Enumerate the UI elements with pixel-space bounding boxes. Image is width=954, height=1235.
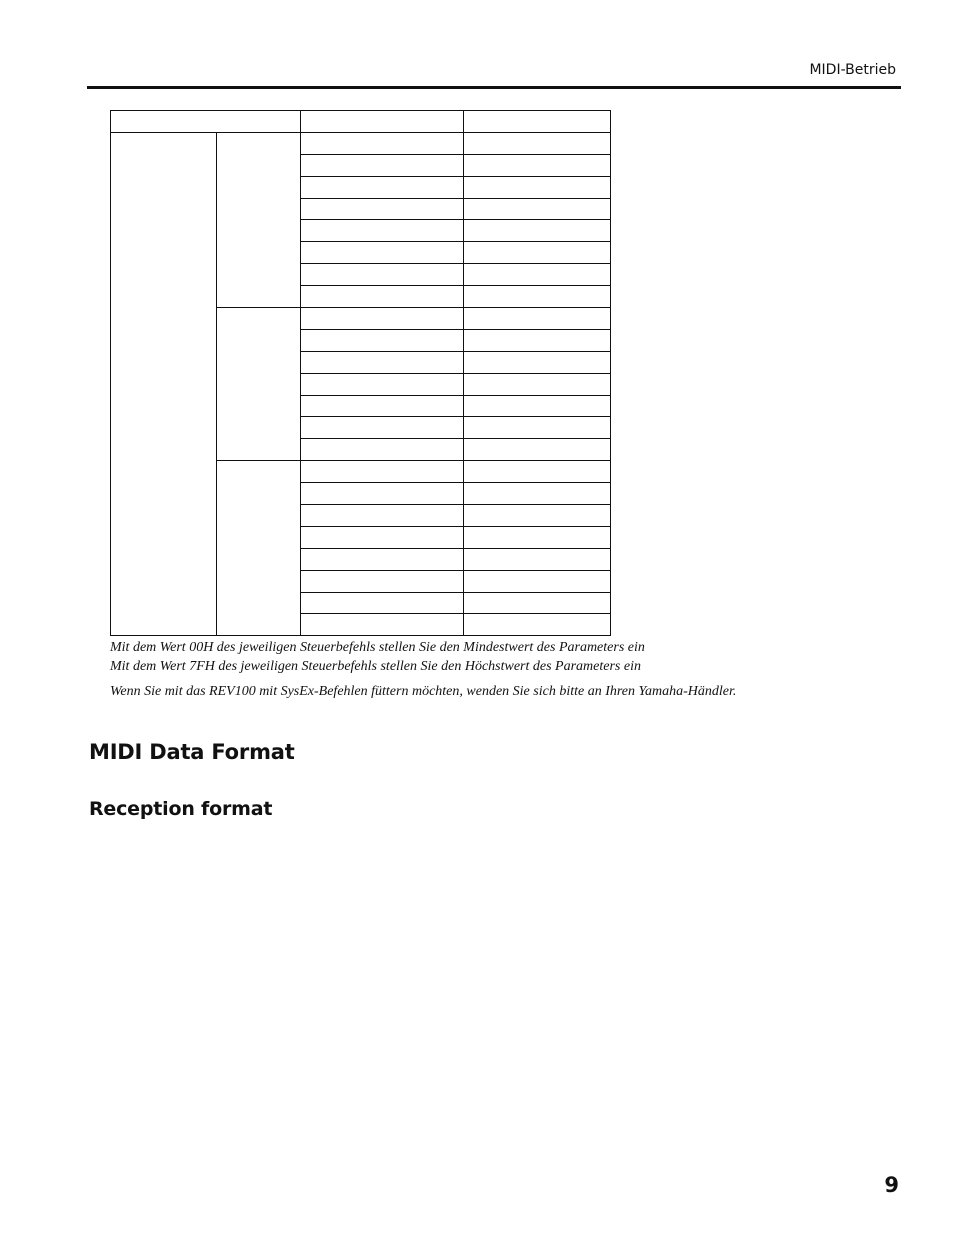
note-sysex: Wenn Sie mit das REV100 mit SysEx-Befehlen füttern möchten, wenden Sie sich bitte an Ihren Yamaha-Händler. <box>110 684 737 699</box>
table-cell <box>464 592 611 614</box>
table-cell <box>464 264 611 286</box>
header-rule <box>87 86 901 89</box>
table-cell <box>464 132 611 154</box>
table-cell <box>464 548 611 570</box>
table-cell <box>464 176 611 198</box>
table-cell <box>301 505 464 527</box>
table-cell <box>464 417 611 439</box>
table-header-cell <box>464 111 611 133</box>
table-cell <box>301 264 464 286</box>
table-cell <box>464 614 611 636</box>
parameter-table <box>110 110 611 636</box>
table-cell <box>464 198 611 220</box>
table-notes <box>110 638 890 701</box>
table-cell <box>301 373 464 395</box>
table-cell <box>464 220 611 242</box>
table-cell <box>301 461 464 483</box>
table-cell <box>301 395 464 417</box>
table-cell <box>464 308 611 330</box>
table-row <box>111 132 611 154</box>
table-cell <box>301 439 464 461</box>
section-heading: MIDI Data Format <box>89 740 295 764</box>
table-group-cell <box>111 132 217 635</box>
table-cell <box>301 198 464 220</box>
page-number: 9 <box>884 1173 899 1197</box>
table-subgroup-cell <box>217 308 301 461</box>
table-cell <box>301 132 464 154</box>
table-cell <box>301 548 464 570</box>
table-cell <box>464 570 611 592</box>
table-cell <box>301 154 464 176</box>
note-min-value: Mit dem Wert 00H des jeweiligen Steuerbefehls stellen Sie den Mindestwert des Parameters ein <box>110 640 645 655</box>
table-cell <box>301 308 464 330</box>
table-subgroup-cell <box>217 132 301 307</box>
table-cell <box>301 176 464 198</box>
table-cell <box>464 242 611 264</box>
table-cell <box>301 417 464 439</box>
table-cell <box>301 483 464 505</box>
table-cell <box>464 461 611 483</box>
table-cell <box>464 329 611 351</box>
table-cell <box>301 570 464 592</box>
table-cell <box>464 395 611 417</box>
table-cell <box>464 505 611 527</box>
table-cell <box>464 439 611 461</box>
table-cell <box>301 329 464 351</box>
table-cell <box>464 373 611 395</box>
table-cell <box>301 286 464 308</box>
note-max-value: Mit dem Wert 7FH des jeweiligen Steuerbefehls stellen Sie den Höchstwert des Parameters ein <box>110 659 641 674</box>
table-cell <box>301 220 464 242</box>
table-header-cell <box>301 111 464 133</box>
table-cell <box>464 286 611 308</box>
table-cell <box>464 351 611 373</box>
table-cell <box>464 154 611 176</box>
table-cell <box>464 483 611 505</box>
table-cell <box>464 526 611 548</box>
table-cell <box>301 614 464 636</box>
table-cell <box>301 526 464 548</box>
table-subgroup-cell <box>217 461 301 636</box>
table-header-row <box>111 111 611 133</box>
table-cell <box>301 242 464 264</box>
running-header: MIDI-Betrieb <box>809 62 896 78</box>
table-cell <box>301 351 464 373</box>
table-header-cell <box>111 111 301 133</box>
subsection-heading: Reception format <box>89 798 273 820</box>
table-cell <box>301 592 464 614</box>
